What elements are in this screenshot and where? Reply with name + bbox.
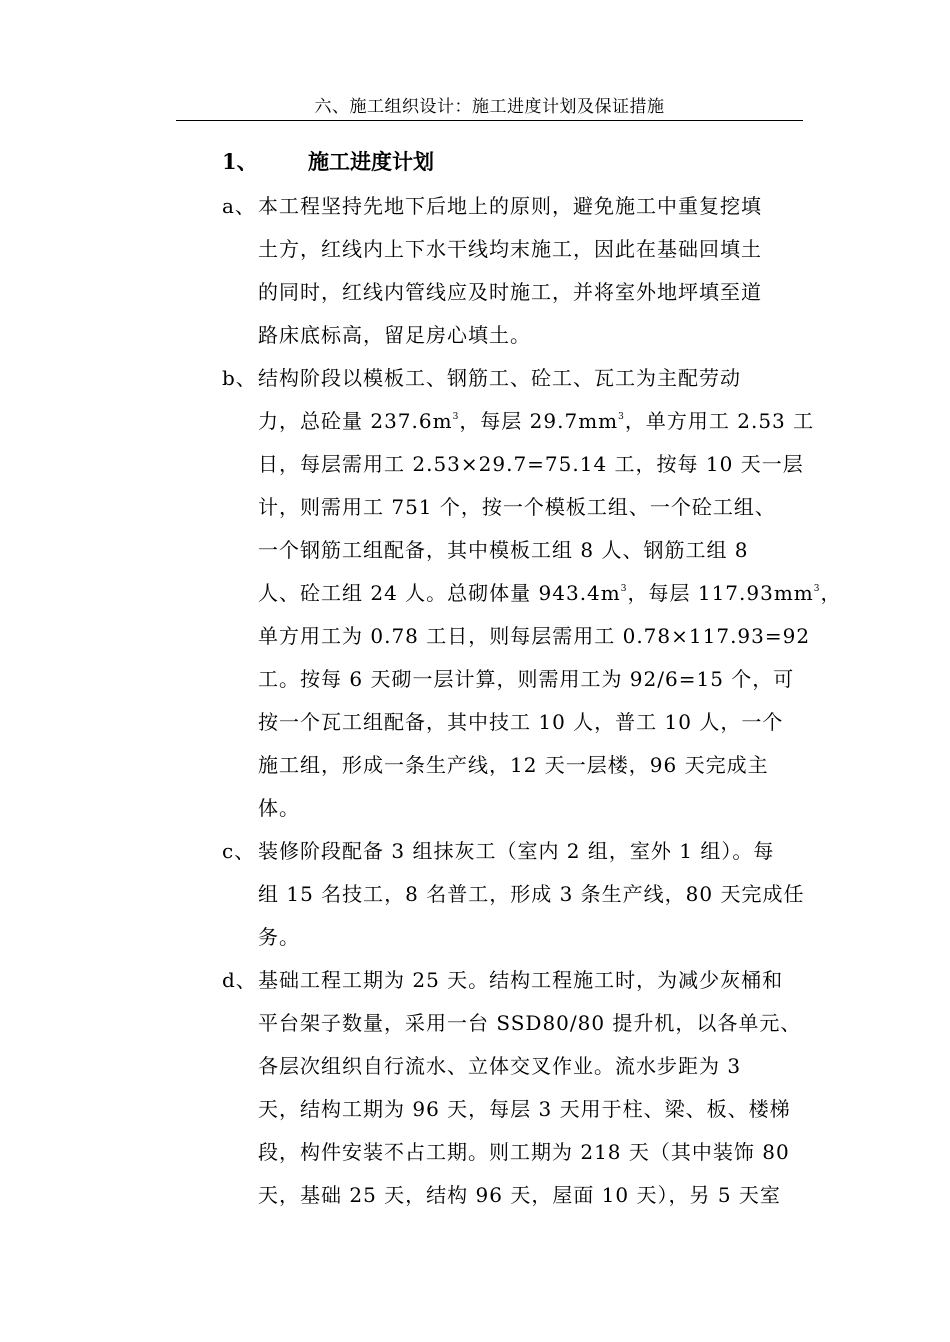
text-line: 按一个瓦工组配备，其中技工 10 人，普工 10 人，一个	[258, 710, 784, 734]
text-line: 施工组，形成一条生产线，12 天一层楼，96 天完成主	[258, 753, 769, 777]
text-line: 的同时，红线内管线应及时施工，并将室外地坪填至道	[258, 280, 762, 304]
text-line: 工。按每 6 天砌一层计算，则需用工为 92/6=15 个，可	[258, 667, 795, 691]
page-header-title: 六、施工组织设计：施工进度计划及保证措施	[314, 97, 665, 117]
paragraph-d	[222, 959, 806, 1217]
text-line: 段，构件安装不占工期。则工期为 218 天（其中装饰 80	[258, 1140, 790, 1164]
text-line: 各层次组织自行流水、立体交叉作业。流水步距为 3	[258, 1054, 742, 1078]
text-line: 结构阶段以模板工、钢筋工、砼工、瓦工为主配劳动	[258, 366, 741, 390]
header-rule	[176, 120, 803, 121]
text-line: 路床底标高，留足房心填土。	[258, 323, 531, 347]
text-line: 日，每层需用工 2.53×29.7=75.14 工，按每 10 天一层	[258, 452, 804, 476]
text-line: 组 15 名技工，8 名普工，形成 3 条生产线，80 天完成任	[258, 882, 805, 906]
text-line: 人、砼工组 24 人。总砌体量 $943.4m^3$，每层 $117.93mm^3$，	[258, 581, 842, 605]
text-line: 土方，红线内上下水干线均末施工，因此在基础回填土	[258, 237, 762, 261]
paragraph-marker: a、	[222, 194, 256, 218]
paragraph-marker: d、	[222, 968, 257, 992]
section-title: 施工进度计划	[308, 149, 434, 174]
section-number: 1、	[222, 149, 258, 174]
paragraph-a	[222, 185, 806, 357]
text-line: 天，结构工期为 96 天，每层 3 天用于柱、梁、板、楼梯	[258, 1097, 791, 1121]
paragraph-marker: c、	[222, 839, 256, 863]
paragraph-list	[222, 185, 842, 1217]
paragraph-c	[222, 830, 806, 959]
section-heading	[222, 146, 434, 176]
text-line: 基础工程工期为 25 天。结构工程施工时，为减少灰桶和	[258, 968, 784, 992]
paragraph-b	[222, 357, 842, 830]
text-line: 天，基础 25 天，结构 96 天，屋面 10 天），另 5 天室	[258, 1183, 781, 1207]
text-line: 装修阶段配备 3 组抹灰工（室内 2 组，室外 1 组）。每	[258, 839, 775, 863]
text-line: 单方用工为 0.78 工日，则每层需用工 0.78×117.93=92	[258, 624, 811, 648]
text-line: 本工程坚持先地下后地上的原则，避免施工中重复挖填	[258, 194, 762, 218]
text-line: 务。	[258, 925, 300, 949]
paragraph-marker: b、	[222, 366, 257, 390]
text-line: 体。	[258, 796, 300, 820]
text-line: 计，则需用工 751 个，按一个模板工组、一个砼工组、	[258, 495, 776, 519]
text-line: 平台架子数量，采用一台 SSD80/80 提升机，以各单元、	[258, 1011, 802, 1035]
text-line: 一个钢筋工组配备，其中模板工组 8 人、钢筋工组 8	[258, 538, 749, 562]
text-line: 力，总砼量 $237.6m^3$，每层 $29.7mm^3$，单方用工 2.53 工	[258, 409, 815, 433]
